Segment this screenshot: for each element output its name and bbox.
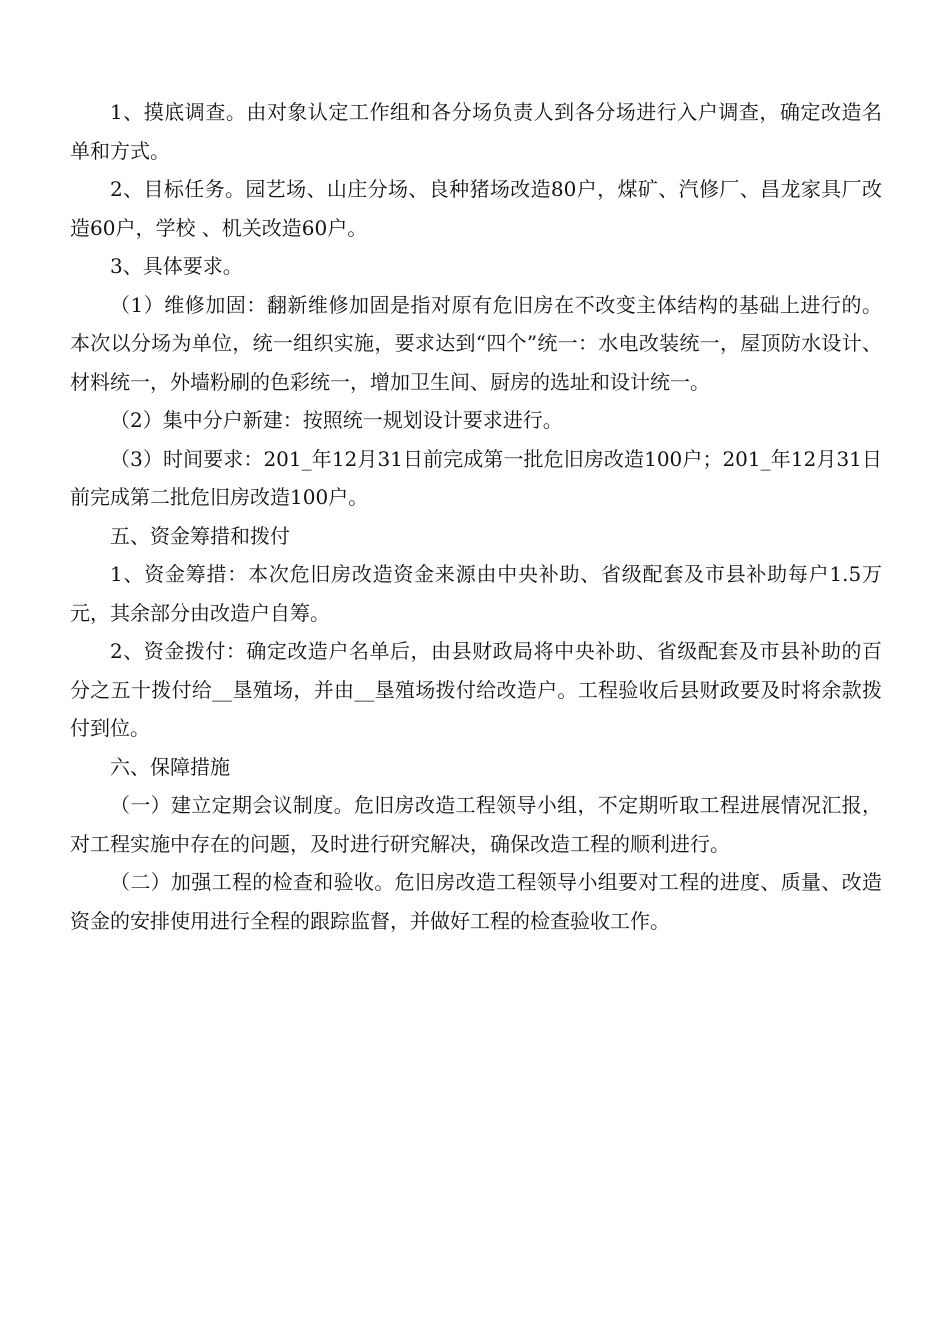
paragraph-schedule: （3）时间要求：201_年12月31日前完成第一批危旧房改造100户；201_年12月31日前完成第二批危旧房改造100户。 [70, 446, 882, 509]
paragraph-inspection: （二）加强工程的检查和验收。危旧房改造工程领导小组要对工程的进度、质量、改造资金的安排使用进行全程的跟踪监督，并做好工程的检查验收工作。 [70, 870, 882, 933]
paragraph-requirements-heading: 3、具体要求。 [110, 254, 243, 278]
section-heading-funding: 五、资金筹措和拨付 [110, 523, 290, 548]
paragraph-funding-sources: 1、资金筹措：本次危旧房改造资金来源由中央补助、省级配套及市县补助每户1.5万元，其余部分由改造户自筹。 [70, 562, 882, 625]
paragraph-reinforcement: （1）维修加固：翻新维修加固是指对原有危旧房在不改变主体结构的基础上进行的。本次以分场为单位，统一组织实施，要求达到“四个”统一：水电改装统一，屋顶防水设计、材料统一，外墙粉刷的色彩统一，增加卫生间、厨房的选址和设计统一。 [70, 292, 882, 394]
document-body [70, 93, 882, 940]
paragraph-funding-disbursement: 2、资金拨付：确定改造户名单后，由县财政局将中央补助、省级配套及市县补助的百分之五十拨付给__垦殖场，并由__垦殖场拨付给改造户。工程验收后县财政要及时将余款拨付到位。 [70, 639, 882, 740]
paragraph-targets: 2、目标任务。园艺场、山庄分场、良种猪场改造80户，煤矿、汽修厂、昌龙家具厂改造60户，学校 、机关改造60户。 [70, 177, 882, 240]
paragraph-meeting-system: （一）建立定期会议制度。危旧房改造工程领导小组，不定期听取工程进展情况汇报，对工程实施中存在的问题，及时进行研究解决，确保改造工程的顺利进行。 [70, 793, 882, 856]
section-heading-safeguards: 六、保障措施 [110, 754, 230, 779]
paragraph-survey: 1、摸底调查。由对象认定工作组和各分场负责人到各分场进行入户调查，确定改造名单和方式。 [70, 100, 882, 163]
paragraph-new-construction: （2）集中分户新建：按照统一规划设计要求进行。 [110, 408, 563, 432]
